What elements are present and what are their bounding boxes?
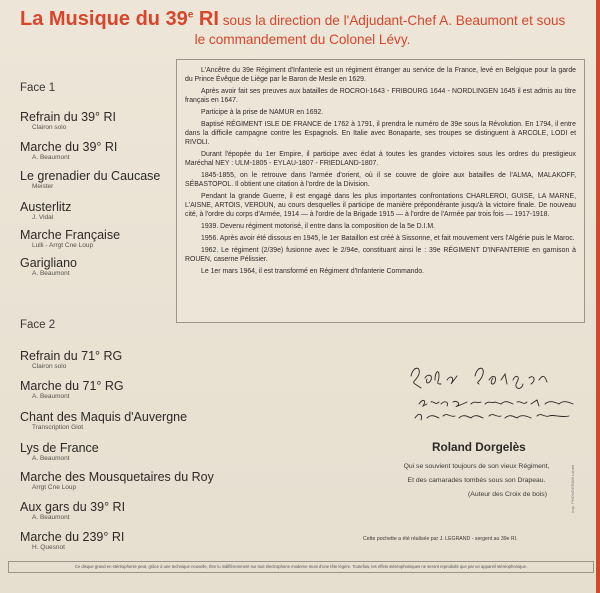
track-title: Austerlitz [20, 200, 72, 214]
track-credit: A. Beaumont [32, 154, 70, 161]
track-title: Chant des Maquis d'Auvergne [20, 410, 188, 424]
track-item [20, 349, 122, 371]
history-paragraph: Pendant la grande Guerre, il est engagé dans les plus importantes confrontations CHARLEROI, GUISE, LA MARNE, L'AISNE, ARTOIS, VERDUN, au cours desquelles il participe de manière prépondérante jusqu'à la victoire finale. De nouveau cité, à l'ordre du corps d'Armée, 1914 — à l'ordre de la Brigade 1915 — à l'ordre de l'Armée par trois fois — 1917-1918. [185, 193, 576, 218]
track-credit: A. Beaumont [32, 270, 70, 277]
track-item [20, 140, 117, 162]
printer-credit: Imp. PHONOGRAM Lomet [570, 465, 575, 513]
header [20, 8, 585, 47]
history-paragraph: L'Ancêtre du 39e Régiment d'Infanterie est un régiment étranger au service de la France, levé en Belgique pour la garde du Prince Évêque de Liège par le Baron de Mesle en 1629. [185, 67, 576, 83]
quote-line-1: Qui se souvient toujours de son vieux Régiment, [403, 463, 550, 470]
track-title: Garigliano [20, 256, 77, 270]
track-item [20, 256, 77, 278]
track-title: Le grenadier du Caucase [20, 169, 161, 183]
track-credit: Transcription Giot [32, 424, 84, 431]
track-title: Marche Française [20, 228, 121, 242]
track-item [20, 500, 125, 522]
album-subtitle: sous la direction de l'Adjudant-Chef A. Beaumont et sous [218, 13, 566, 28]
history-paragraph: Le 1er mars 1964, il est transformé en Régiment d'Infanterie Commando. [201, 268, 425, 276]
history-text [185, 67, 576, 315]
track-credit: A. Beaumont [32, 393, 70, 400]
track-title: Lys de France [20, 441, 99, 455]
track-item [20, 530, 124, 552]
track-credit: A. Beaumont [32, 455, 70, 462]
history-paragraph: Après avoir fait ses preuves aux batailles de ROCROI-1643 - FRIBOURG 1644 - NORDLINGEN 1645 il est admis au titre français en 1647. [185, 88, 576, 104]
track-credit: Meister [32, 183, 54, 190]
history-paragraph: 1845-1855, on le retrouve dans l'armée d'orient, où il se couvre de gloire aux batailles de l'ALMA, MALAKOFF, SÉBASTOPOL. Il obtient une citation à l'ordre de la Division. [185, 172, 576, 188]
track-item [20, 470, 214, 492]
history-paragraph: Participe à la prise de NAMUR en 1692. [201, 109, 324, 116]
quote-line-3: (Auteur des Croix de bois) [468, 491, 547, 498]
history-box [176, 59, 585, 323]
sleeve-edge-stripe [596, 0, 600, 593]
track-credit: Clairon solo [32, 363, 67, 370]
history-paragraph: 1956. Après avoir été dissous en 1945, le 1er Bataillon est créé à Sissonne, et fait mouvement vers l'Algérie puis le Maroc. [201, 235, 575, 242]
track-item [20, 110, 116, 132]
track-item [20, 200, 71, 222]
history-paragraph: 1939. Devenu régiment motorisé, il entre dans la composition de la 5e D.I.M. [201, 222, 436, 230]
author-name: Roland Dorgelès [432, 440, 526, 454]
track-title: Refrain du 39° RI [20, 110, 117, 124]
history-paragraph: 1962. Le régiment (2/39e) fusionne avec le 2/94e, constituant ainsi le : 39e RÉGIMENT D'INFANTERIE en garnison à ROUEN, caserne Pélissier. [185, 247, 576, 263]
track-title: Marche du 71° RG [20, 379, 124, 393]
track-credit: J. Vidal [32, 214, 54, 221]
track-item [20, 228, 120, 250]
track-item [20, 441, 99, 463]
sleeve-credit: Cette pochette a été réalisée par J. LEGRAND - sergent au 39e RI. [363, 536, 518, 542]
track-credit: Arrgt Cne Loup [32, 484, 77, 491]
history-paragraph: Baptisé RÉGIMENT ISLE DE FRANCE de 1762 à 1791, il prendra le numéro de 39e sous la Révolution. En 1794, il entre dans la difficile campagne contre les Espagnols. En Italie avec Bonaparte, ses troupes se distinguent à ARCOLE, LODI et RIVOLI. [185, 121, 576, 146]
stereo-notice: Ce disque grand en stéréophonie peut, grâce à une technique nouvelle, être lu indifféremment sur tout électrophone moderne muni d'une tête légère. Toutefois, les effets stéréophoniques ne seront reproduits que par un appareil stéréophonique. [8, 561, 594, 573]
track-title: Marche du 239° RI [20, 530, 125, 544]
face2-label: Face 2 [20, 319, 56, 331]
track-credit: A. Beaumont [32, 514, 70, 521]
track-credit: Lulli - Arrgt Cne Loup [32, 242, 94, 249]
track-title: Marche du 39° RI [20, 140, 118, 154]
handwritten-signature [405, 362, 583, 432]
track-item [20, 379, 124, 401]
track-credit: H. Quesnot [32, 544, 65, 551]
track-item [20, 169, 160, 191]
album-title: La Musique du 39e RI [20, 8, 219, 30]
track-title: Refrain du 71° RG [20, 349, 123, 363]
quote-line-2: Et des camarades tombés sous son Drapeau. [407, 477, 546, 484]
track-item [20, 410, 187, 432]
track-title: Aux gars du 39° RI [20, 500, 126, 514]
track-title: Marche des Mousquetaires du Roy [20, 470, 214, 484]
album-subtitle-line2: le commandement du Colonel Lévy. [194, 32, 411, 47]
history-paragraph: Durant l'épopée du 1er Empire, il participe avec éclat à toutes les grandes victoires sous les ordres du prestigieux Maréchal NEY : ULM-1805 - EYLAU-1807 - FRIEDLAND-1807. [185, 151, 576, 167]
face1-label: Face 1 [20, 82, 56, 94]
track-credit: Clairon solo [32, 124, 67, 131]
